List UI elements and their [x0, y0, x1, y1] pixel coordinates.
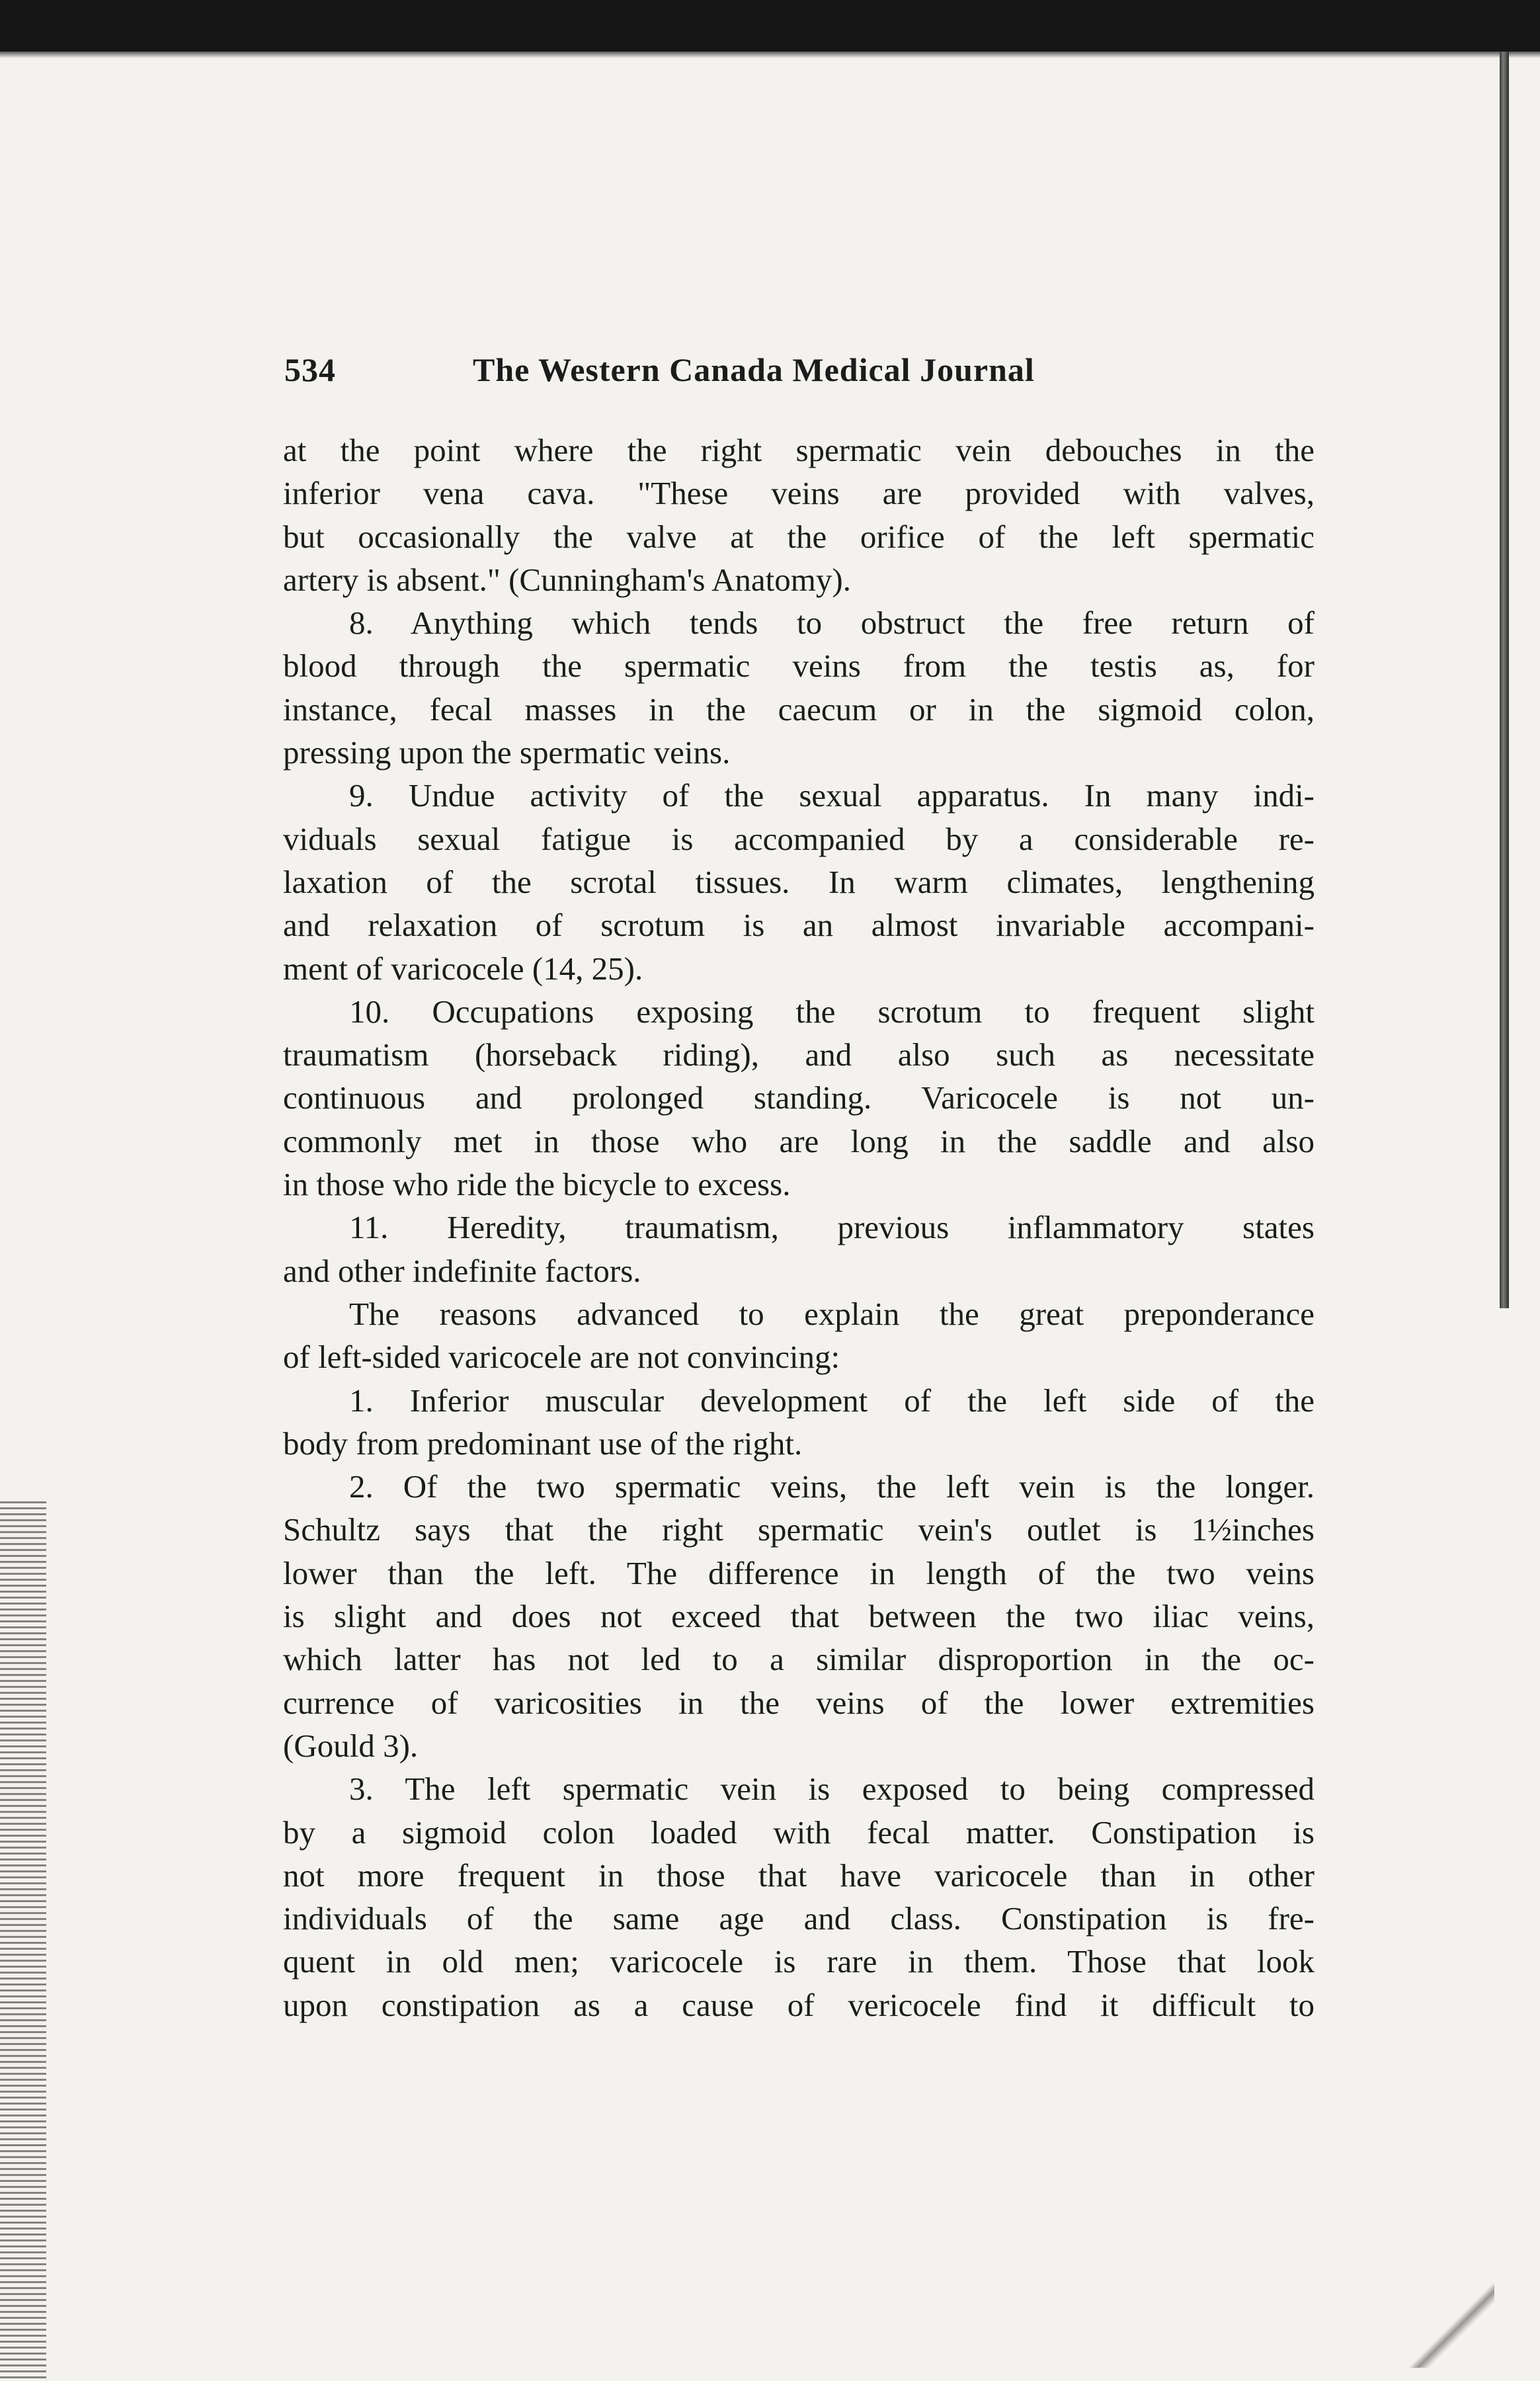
- text-line: in those who ride the bicycle to excess.: [283, 1166, 791, 1203]
- body-text: [283, 429, 1315, 2026]
- text-line: lower than the left. The difference in length of the two veins: [283, 1554, 1315, 1591]
- text-line: continuous and prolonged standing. Varicocele is not un-: [283, 1079, 1315, 1116]
- scan-left-border: [0, 1501, 46, 2381]
- text-line: which latter has not led to a similar disproportion in the oc-: [283, 1641, 1315, 1678]
- text-line: quent in old men; varicocele is rare in them. Those that look: [283, 1943, 1315, 1980]
- text-line: and relaxation of scrotum is an almost invariable accompani-: [283, 907, 1315, 944]
- text-line: but occasionally the valve at the orifice of the left spermatic: [283, 518, 1315, 555]
- text-line: Schultz says that the right spermatic vein's outlet is 1½inches: [283, 1511, 1315, 1548]
- text-line: by a sigmoid colon loaded with fecal matter. Constipation is: [283, 1814, 1315, 1851]
- text-line: viduals sexual fatigue is accompanied by a considerable re-: [283, 820, 1315, 857]
- text-line: 8. Anything which tends to obstruct the free return of: [349, 605, 1315, 642]
- scan-top-border: [0, 0, 1540, 52]
- text-line: laxation of the scrotal tissues. In warm climates, lengthening: [283, 863, 1315, 900]
- text-line: 11. Heredity, traumatism, previous inflammatory states: [349, 1209, 1315, 1246]
- text-line: upon constipation as a cause of vericocele find it difficult to: [283, 1986, 1315, 2023]
- text-line: and other indefinite factors.: [283, 1252, 641, 1289]
- text-line: at the point where the right spermatic vein debouches in the: [283, 432, 1315, 468]
- scan-corner-mark: [1402, 2269, 1494, 2368]
- running-head: [284, 351, 1144, 397]
- text-line: pressing upon the spermatic veins.: [283, 734, 731, 771]
- text-line: not more frequent in those that have varicocele than in other: [283, 1857, 1315, 1894]
- text-line: instance, fecal masses in the caecum or in the sigmoid colon,: [283, 690, 1315, 728]
- scan-top-shadow: [0, 52, 1540, 58]
- text-line: 3. The left spermatic vein is exposed to being compressed: [349, 1771, 1315, 1808]
- text-line: is slight and does not exceed that between the two iliac veins,: [283, 1598, 1315, 1635]
- text-line: 2. Of the two spermatic veins, the left vein is the longer.: [349, 1468, 1315, 1505]
- text-line: (Gould 3).: [283, 1727, 419, 1764]
- text-line: 10. Occupations exposing the scrotum to frequent slight: [349, 993, 1315, 1030]
- text-line: individuals of the same age and class. Constipation is fre-: [283, 1900, 1315, 1937]
- scan-right-border: [1500, 52, 1509, 1308]
- journal-title: The Western Canada Medical Journal: [473, 351, 1035, 388]
- text-line: The reasons advanced to explain the great preponderance: [349, 1295, 1315, 1332]
- page-number: 534: [284, 351, 336, 388]
- text-line: ment of varicocele (14, 25).: [283, 950, 643, 987]
- text-line: inferior vena cava. "These veins are provided with valves,: [283, 475, 1315, 512]
- text-line: currence of varicosities in the veins of the lower extremities: [283, 1684, 1315, 1721]
- text-line: blood through the spermatic veins from the testis as, for: [283, 647, 1315, 685]
- text-line: artery is absent." (Cunningham's Anatomy).: [283, 561, 851, 598]
- text-line: commonly met in those who are long in the saddle and also: [283, 1122, 1315, 1159]
- text-line: traumatism (horseback riding), and also such as necessitate: [283, 1036, 1315, 1073]
- text-line: body from predominant use of the right.: [283, 1425, 803, 1462]
- text-line: 9. Undue activity of the sexual apparatus. In many indi-: [349, 777, 1315, 814]
- text-line: of left-sided varicocele are not convincing:: [283, 1339, 840, 1376]
- text-line: 1. Inferior muscular development of the left side of the: [349, 1382, 1315, 1419]
